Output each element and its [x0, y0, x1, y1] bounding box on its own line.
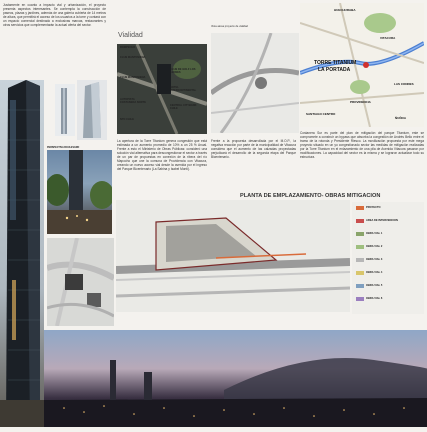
legend-item-3: OBRA VIAL 1	[366, 232, 383, 235]
vialidad-label-4: AUTOPISTA COSTANERA NORTE	[120, 98, 146, 104]
vialidad-label-6: CLUB DE GOLF LOS LEONES	[170, 68, 196, 74]
plan-title: PLANTA DE EMPLAZAMIENTO- OBRAS MITIGACION	[240, 193, 381, 199]
vialidad-label-7: HOTEL INTERCONTINENTAL	[170, 86, 197, 92]
vialidad-label-1: ROMPECHO	[120, 46, 136, 49]
tower-thumbnail-1	[55, 84, 75, 136]
legend-item-7: OBRA VIAL 5	[366, 284, 383, 287]
vialidad-caption: Vista aérea proyecto de vialidad	[211, 25, 248, 28]
vialidad-label-2: CLUB MANTOSIENA	[120, 56, 146, 59]
map-label-5: ÑUÑOA	[395, 116, 406, 120]
mid-text-1: La apertura de la Torre Titanium genera congestión que está estimada a un aumento promedio de 10% a un 25 % Anual. Frente a esto el Ministerio de Obras Públicas: consideró una solución vial alternativa para descongestionar el sector a través de un par de propuestas en conexión de la ribera del río Mapocho que une la comuna de Providencia con Vitacura, creando un nuevo acceso vial desde la avenida por el ingreso del Parque Bicentenario (La Sabina y Isabel Monti).	[117, 139, 207, 171]
boulevard-render	[47, 150, 112, 234]
map-label-6: TORRE TITANIUM	[314, 60, 357, 66]
legend-item-6: OBRA VIAL 4	[366, 271, 383, 274]
legend-item-5: OBRA VIAL 3	[366, 258, 383, 261]
legend-swatches	[356, 206, 364, 306]
aerial-site-plan	[47, 238, 114, 326]
vialidad-label-8: CENTRAL CITYBANK CHILE	[170, 104, 197, 110]
legend-item-8: OBRA VIAL 6	[366, 297, 383, 300]
render-caption: PERSPECTIVA BOULEVARD	[47, 146, 80, 149]
map-label-4: PROVIDENCIA	[350, 100, 371, 104]
vialidad-label-5: NTO CHILE	[120, 118, 134, 121]
vialidad-label-3: CLUB MANTOSIENA	[120, 76, 146, 79]
legend-item-4: OBRA VIAL 2	[366, 245, 383, 248]
map-label-3: LAS CONDES	[394, 82, 414, 86]
vial-diagram	[211, 33, 299, 133]
legend-item-1: PROYECTO	[366, 206, 381, 209]
map-label-2: VITACURA	[380, 36, 396, 40]
map-label-1: HUECHURABA	[334, 8, 356, 12]
map-label-7: LA PORTADA	[318, 67, 351, 73]
tower-thumbnail-2	[77, 80, 107, 140]
right-text: Costanera Sur es parte del plan de mitigación del parque Titanium, este se compromete a construir un bypass que absorba la congestión de Andrés Bello entre el tramo de la rotonda y Presidente Riesco. La movilización propuesta por este mega proyecto situado en un yo congestionado sector las medidas de mitigación realizadas por la Torre Titanium en el enlazamiento de una pila de Avenida Vitacura pasaron por modificaciones. La capacidad del sector es la misma y se lograron actualizar todo su estructura.	[300, 131, 424, 159]
map-label-8: SANTIAGO CENTRO	[306, 112, 336, 116]
site-plan	[116, 200, 350, 312]
legend-item-2: AREA DE INTERVENCION	[366, 219, 398, 222]
tower-photo	[0, 80, 44, 427]
mid-text-2: Frente a la propuesta desarrollada por el M.O.P., la negativa reacción por parte de la municipalidad de Vitacura considera que el aumento de las calzadas proyectadas perjudicará el desarrollo de la segunda etapa del Parque Bicentenario.	[211, 139, 296, 159]
vialidad-title: Vialidad	[118, 32, 143, 39]
intro-text: Justamente en cuanto a impacto vial y urbanización, el proyecto presenta aspectos interesantes. Se contempla la construcción de paseos, plazas y jardines, además de una galería cubierta de 14 metros de altura, que permitirá el acceso de los usuarios a la torre y contará con un espacio comercial destinado a exclusivas marcas, restaurantes y otros servicios que complementarán la actual oferta del sector.	[3, 3, 106, 27]
city-night-panorama	[44, 330, 427, 427]
